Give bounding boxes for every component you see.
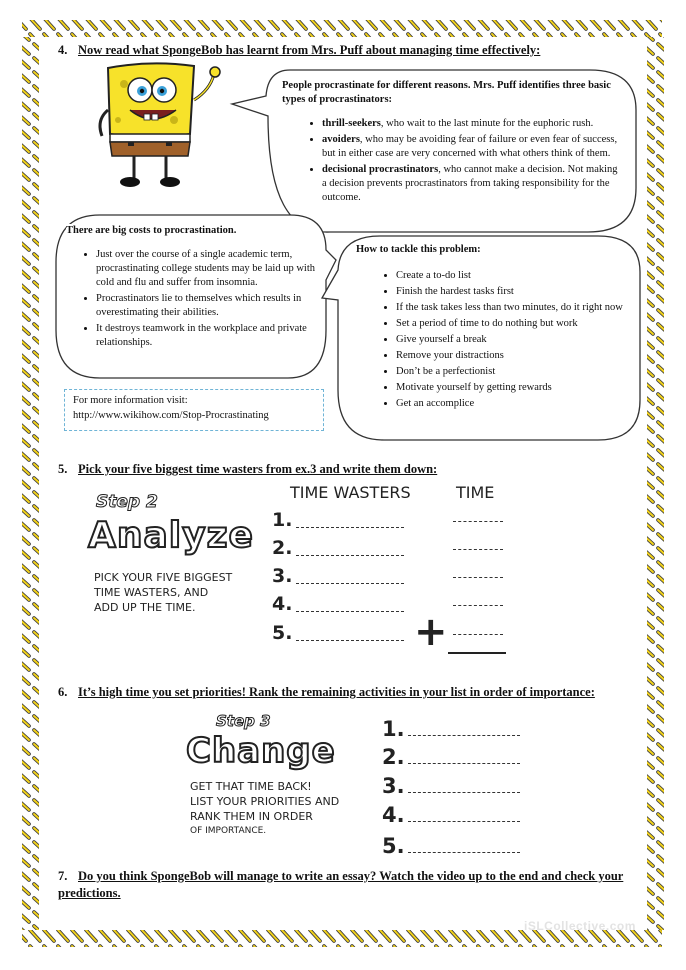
- column-time: TIME: [456, 483, 495, 502]
- question-4-title: Now read what SpongeBob has learnt from Mrs. Puff about managing time effectively:: [78, 43, 541, 57]
- list-item: • Motivate yourself by getting rewards: [396, 381, 626, 395]
- question-4-number: 4.: [58, 43, 68, 57]
- priority-answer-line[interactable]: [408, 735, 520, 736]
- watermark: iSLCollective.com: [524, 919, 636, 933]
- question-6-number: 6.: [58, 685, 68, 699]
- priority-answer-line[interactable]: [408, 763, 520, 764]
- step-3-instructions: [190, 779, 339, 839]
- instruction-line: RANK THEM IN ORDER: [190, 810, 313, 823]
- instruction-line: PICK YOUR FIVE BIGGEST: [94, 571, 233, 584]
- waster-number: 4.: [272, 593, 293, 615]
- question-5-title: Pick your five biggest time wasters from ex.3 and write them down:: [78, 462, 438, 476]
- step-3-label: Step 3: [216, 712, 271, 730]
- question-5-heading: [58, 461, 638, 478]
- step-3-word: Change: [186, 731, 336, 771]
- list-item: • Create a to-do list: [396, 269, 626, 283]
- waster-number: 2.: [272, 537, 293, 559]
- column-time-wasters: TIME WASTERS: [290, 483, 411, 502]
- waster-answer-line[interactable]: [296, 611, 404, 612]
- more-info-box: [64, 389, 324, 431]
- step-2-label: Step 2: [96, 492, 158, 512]
- time-answer-line[interactable]: [453, 521, 503, 522]
- instruction-line: GET THAT TIME BACK!: [190, 780, 312, 793]
- question-7-title: Do you think SpongeBob will manage to write an essay? Watch the video up to the end and check your predictions.: [58, 869, 624, 900]
- time-answer-line[interactable]: [453, 549, 503, 550]
- time-answer-line[interactable]: [453, 605, 503, 606]
- more-info-label: For more information visit:: [73, 395, 188, 406]
- list-item: • Remove your distractions: [396, 349, 626, 363]
- bubble-procrastinator-types: [282, 79, 622, 207]
- total-line[interactable]: [448, 652, 506, 654]
- bubble-tackle: [356, 243, 626, 413]
- list-item: • thrill-seekers, who wait to the last minute for the euphoric rush.: [322, 117, 622, 131]
- waster-answer-line[interactable]: [296, 583, 404, 584]
- priority-number: 3.: [382, 774, 405, 798]
- priority-number: 2.: [382, 745, 405, 769]
- list-item: • Get an accomplice: [396, 397, 626, 411]
- question-7-number: 7.: [58, 869, 68, 883]
- list-item: • Set a period of time to do nothing but work: [396, 317, 626, 331]
- question-6-title: It’s high time you set priorities! Rank the remaining activities in your list in order of importance:: [78, 685, 595, 699]
- priority-answer-line[interactable]: [408, 852, 520, 853]
- plus-sign: +: [414, 609, 448, 655]
- priority-answer-line[interactable]: [408, 821, 520, 822]
- bubble-types-intro: People procrastinate for different reasons. Mrs. Puff identifies three basic types of procrastinators:: [282, 80, 611, 105]
- list-item: • Give yourself a break: [396, 333, 626, 347]
- list-item: • It destroys teamwork in the workplace and private relationships.: [96, 322, 316, 350]
- list-item: • Procrastinators lie to themselves which results in overestimating their abilities.: [96, 292, 316, 320]
- waster-number: 3.: [272, 565, 293, 587]
- bubble-costs: [66, 224, 316, 352]
- step-2-word: Analyze: [88, 515, 254, 556]
- time-answer-line[interactable]: [453, 634, 503, 635]
- instruction-line: OF IMPORTANCE.: [190, 826, 267, 836]
- step-2-instructions: [94, 570, 232, 615]
- waster-number: 5.: [272, 622, 293, 644]
- list-item: • avoiders, who may be avoiding fear of failure or even fear of success, but in either case are very concerned with what others think of them.: [322, 133, 622, 161]
- list-item: • Don’t be a perfectionist: [396, 365, 626, 379]
- list-item: • Finish the hardest tasks first: [396, 285, 626, 299]
- bubble-costs-title: There are big costs to procrastination.: [66, 225, 237, 236]
- instruction-line: ADD UP THE TIME.: [94, 601, 196, 614]
- more-info-link[interactable]: http://www.wikihow.com/Stop-Procrastinating: [73, 410, 269, 421]
- priority-number: 1.: [382, 717, 405, 741]
- list-item: • decisional procrastinators, who cannot make a decision. Not making a decision prevents procrastinators from taking responsibility for the outcome.: [322, 163, 622, 205]
- waster-answer-line[interactable]: [296, 640, 404, 641]
- question-7-heading: [58, 868, 638, 902]
- time-answer-line[interactable]: [453, 577, 503, 578]
- bubble-tackle-title: How to tackle this problem:: [356, 244, 481, 255]
- waster-answer-line[interactable]: [296, 555, 404, 556]
- instruction-line: LIST YOUR PRIORITIES AND: [190, 795, 340, 808]
- priority-number: 4.: [382, 803, 405, 827]
- instruction-line: TIME WASTERS, AND: [94, 586, 209, 599]
- priority-answer-line[interactable]: [408, 792, 520, 793]
- question-6-heading: [58, 684, 638, 701]
- list-item: • Just over the course of a single academic term, procrastinating college students may be laid up with cold and flu and suffer from insomnia.: [96, 248, 316, 290]
- priority-number: 5.: [382, 834, 405, 858]
- waster-answer-line[interactable]: [296, 527, 404, 528]
- question-5-number: 5.: [58, 462, 68, 476]
- list-item: • If the task takes less than two minutes, do it right now: [396, 301, 626, 315]
- waster-number: 1.: [272, 509, 293, 531]
